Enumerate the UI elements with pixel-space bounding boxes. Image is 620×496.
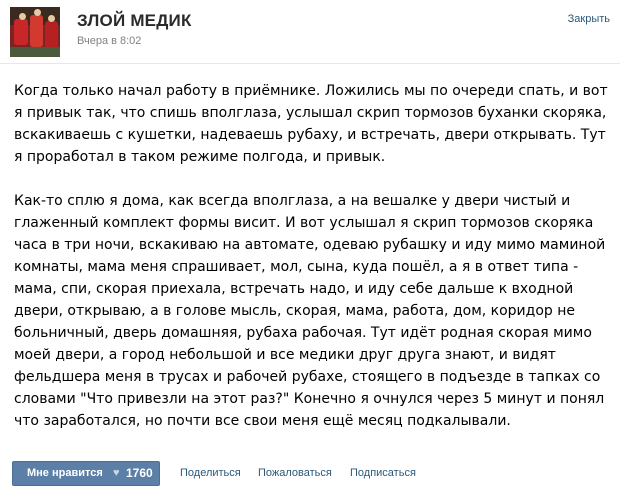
- avatar[interactable]: [10, 7, 60, 57]
- post-paragraph: Как-то сплю я дома, как всегда вполглаза, а на вешалке у двери чистый и глаженный комплект формы висит. И вот услышал я скрип тормозов скоряка часа в три ночи, вскакиваю на автомате, одеваю рубашку и иду мимо маминой комнаты, мама меня спрашивает, мол, сына, куда пошёл, а я в ответ типа - мама, спи, скорая приехала, встречать надо, и иду себе дальше к входной двери, открываю, а в голове мысль, скорая, мама, работа, дом, коридор не больничный, дверь домашняя, рубаха рабочая. Тут идёт родная скорая мимо моей двери, а город небольшой и все медики друг друга знают, и видят фельдшера меня в трусах и рабочей рубахе, стоящего в подъезде в тапках со словами "Что привезли на этот раз?" Конечно я очнулся через 5 минут и понял что заработался, но почти все свои меня ещё месяц подкалывали.: [14, 193, 606, 429]
- post-header: [0, 0, 620, 64]
- close-link[interactable]: Закрыть: [567, 13, 610, 25]
- author-name[interactable]: ЗЛОЙ МЕДИК: [77, 11, 192, 30]
- like-button[interactable]: [12, 461, 160, 486]
- post-timestamp[interactable]: Вчера в 8:02: [77, 35, 142, 47]
- like-count: 1760: [126, 466, 153, 480]
- post-paragraph: Когда только начал работу в приёмнике. Ложились мы по очереди спать, и вот я привык так, что спишь вполглаза, услышал скрип тормозов буханки скоряка, вскакиваешь с кушетки, надеваешь рубаху, и встречать, двери открывать. Тут я проработал в таком режиме полгода, и привык.: [14, 83, 608, 165]
- like-label: Мне нравится: [27, 467, 103, 479]
- subscribe-link[interactable]: Подписаться: [350, 467, 416, 479]
- share-link[interactable]: Поделиться: [180, 467, 241, 479]
- heart-icon: ♥: [113, 467, 120, 479]
- report-link[interactable]: Пожаловаться: [258, 467, 332, 479]
- post-text: [14, 80, 612, 432]
- post-actions: [0, 460, 620, 496]
